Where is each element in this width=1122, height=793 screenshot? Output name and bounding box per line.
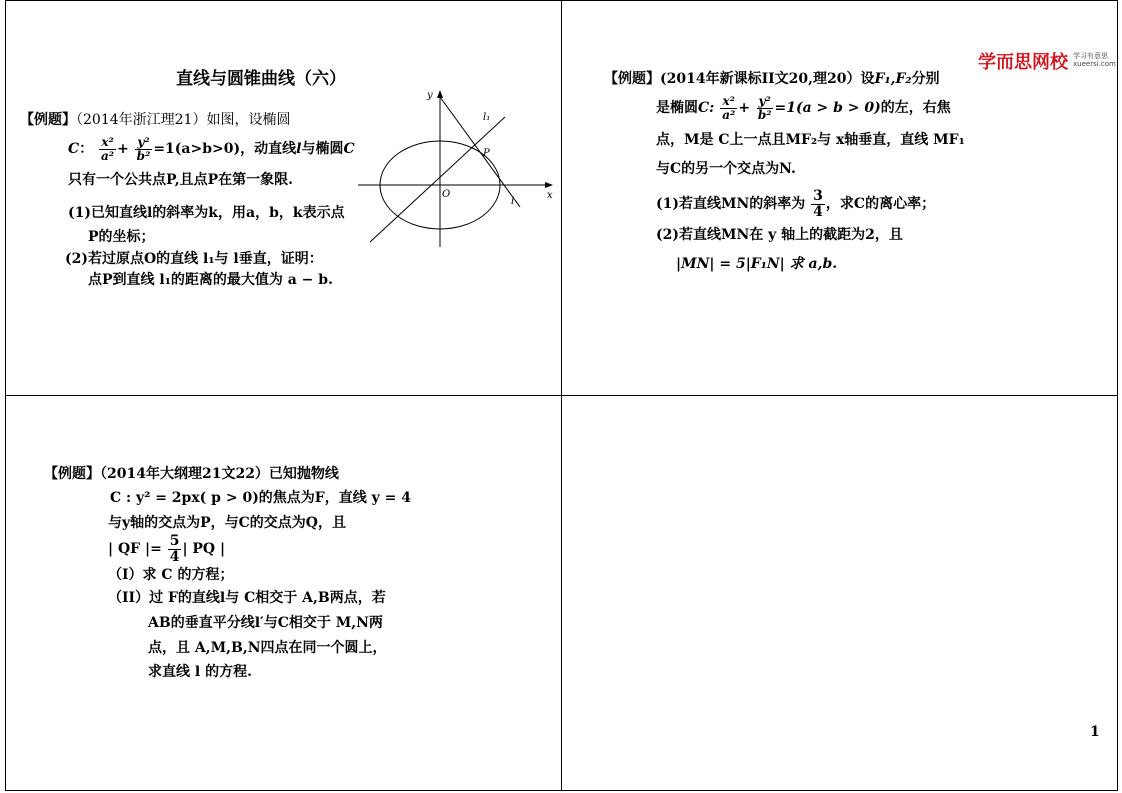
foci: F₁,F₂ bbox=[874, 71, 912, 87]
problem-source: （2014年大纲理21文22）已知抛物线 bbox=[100, 466, 339, 482]
x-axis-arrow-icon bbox=[545, 182, 553, 188]
brand-logo-sub-cn: 学习有意思 bbox=[1073, 52, 1108, 60]
slide1-question2-b: 点P到直线 l₁的距离的最大值为 a − b. bbox=[88, 272, 333, 288]
slide1-title: 直线与圆锥曲线（六） bbox=[176, 69, 346, 89]
equation-tail: =1(a>b>0)，动直线 bbox=[153, 141, 297, 157]
brand-logo-sub-en: xueersi.com bbox=[1073, 60, 1116, 68]
slide3-line2: C : y² = 2px( p > 0)的焦点为F，直线 y = 4 bbox=[110, 490, 411, 506]
slide3-line4 bbox=[108, 532, 225, 566]
plus-sign: + bbox=[738, 100, 750, 116]
line2-tail: 的左，右焦 bbox=[880, 100, 951, 116]
slide2-ellipse-line bbox=[656, 92, 951, 124]
slide1-ellipse-equation-line bbox=[68, 134, 355, 164]
slide3-question2-a: （II）过 F的直线l与 C相交于 A,B两点，若 bbox=[108, 590, 386, 606]
fraction-y2-b2: $\frac{\text{y²}}{\text{b²}}$ bbox=[757, 93, 772, 122]
slide3-question2-d: 求直线 l 的方程. bbox=[148, 664, 252, 680]
fig-label-l: l bbox=[511, 196, 515, 207]
fraction-y2-b2: $\frac{\text{y²}}{\text{b²}}$ bbox=[136, 134, 151, 163]
slide2-question1 bbox=[656, 186, 935, 222]
page-number: 1 bbox=[1090, 724, 1100, 740]
slide1-question1-b: P的坐标； bbox=[88, 229, 155, 245]
example-label: 【例题】 bbox=[604, 71, 660, 87]
slide3-line3: 与y轴的交点为P，与C的交点为Q，且 bbox=[108, 515, 346, 531]
plus-sign: + bbox=[117, 141, 129, 157]
slide2-line4: 与C的另一个交点为N. bbox=[656, 161, 796, 177]
example-label: 【例题】 bbox=[44, 466, 100, 482]
example-label: 【例题】 bbox=[20, 112, 76, 128]
brand-logo: 学而思网校 bbox=[978, 52, 1068, 73]
fraction-3-4: $\frac{3}{4}$ bbox=[813, 187, 823, 220]
fraction-x2-a2: $\frac{\text{x²}}{\text{a²}}$ bbox=[722, 93, 736, 122]
slide3-question2-b: AB的垂直平分线l′与C相交于 M,N两 bbox=[148, 615, 383, 631]
ellipse-figure bbox=[355, 82, 555, 252]
tangent-line-l bbox=[440, 97, 520, 207]
line2-tail: 与椭圆 bbox=[301, 141, 344, 157]
slide2-question2: (2)若直线MN在 y 轴上的截距为2，且 bbox=[656, 227, 903, 243]
header-tail: 分别 bbox=[911, 71, 940, 87]
y-axis-arrow-icon bbox=[437, 90, 443, 98]
slide3-problem-header bbox=[44, 465, 339, 483]
slide2-problem-header bbox=[604, 70, 940, 88]
fig-label-O: O bbox=[442, 189, 451, 200]
pq-abs: | PQ | bbox=[182, 541, 226, 557]
slide1-question2-a: (2)若过原点O的直线 l₁与 l垂直，证明： bbox=[65, 251, 323, 267]
fig-label-y: y bbox=[427, 90, 433, 101]
line-l: l bbox=[296, 141, 302, 157]
fig-label-P: P bbox=[483, 148, 490, 159]
slide3-question2-c: 点，且 A,M,B,N四点在同一个圆上， bbox=[148, 640, 387, 656]
slide2-question2-b: |MN| = 5|F₁N| 求 a,b. bbox=[676, 256, 838, 272]
slide1-line3: 只有一个公共点P,且点P在第一象限. bbox=[68, 172, 293, 188]
fraction-5-4: $\frac{5}{4}$ bbox=[169, 532, 180, 565]
fig-label-x: x bbox=[547, 190, 553, 201]
q1-tail: ，求C的离心率； bbox=[825, 196, 936, 212]
slide-frame-4 bbox=[561, 395, 1118, 791]
slide1-problem-header bbox=[20, 111, 290, 129]
qf-abs: | QF |= bbox=[108, 541, 162, 557]
q1-text: (1)若直线MN的斜率为 bbox=[656, 196, 806, 212]
line2-prefix: 是椭圆 bbox=[656, 100, 698, 116]
slide2-line3: 点，M是 C上一点且MF₂与 x轴垂直，直线 MF₁ bbox=[656, 132, 965, 148]
equation-tail: =1(a > b > 0) bbox=[774, 100, 881, 116]
line-l1 bbox=[370, 117, 505, 242]
ellipse-name: C bbox=[68, 141, 80, 157]
fraction-x2-a2: $\frac{\text{x²}}{\text{a²}}$ bbox=[101, 134, 115, 163]
ellipse-name: C: bbox=[698, 100, 715, 116]
ellipse-C: C bbox=[343, 141, 355, 157]
problem-source: （2014年浙江理21）如图，设椭圆 bbox=[76, 112, 291, 128]
colon: ： bbox=[79, 141, 94, 157]
slide1-question1-a: (1)已知直线l的斜率为k，用a，b，k表示点 bbox=[68, 205, 345, 221]
fig-label-l1: l₁ bbox=[483, 112, 491, 123]
problem-source: (2014年新课标II文20,理20）设 bbox=[660, 71, 875, 87]
slide3-question1: （I）求 C 的方程； bbox=[108, 567, 234, 583]
